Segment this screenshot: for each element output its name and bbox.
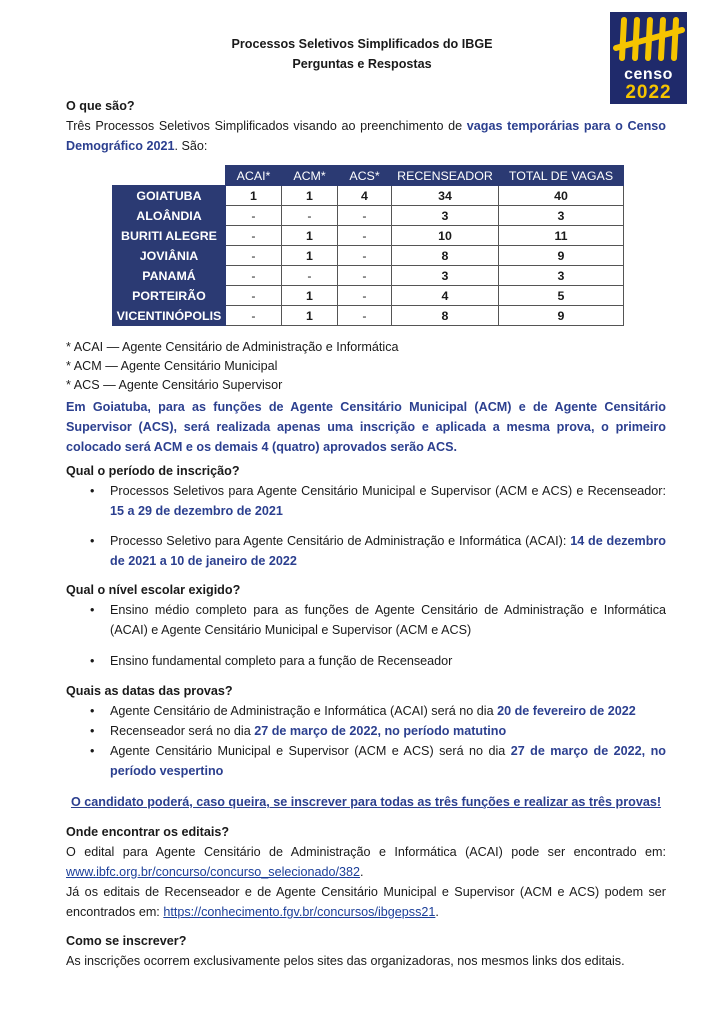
table-header-cell: ACS* xyxy=(338,166,392,186)
bullet-icon: • xyxy=(90,704,95,718)
table-cell: 5 xyxy=(499,286,624,306)
table-cell: 4 xyxy=(392,286,499,306)
table-header-cell: ACM* xyxy=(282,166,338,186)
city-cell: JOVIÂNIA xyxy=(113,246,226,266)
section-heading-nivel-escolar: Qual o nível escolar exigido? xyxy=(66,583,241,597)
list-item xyxy=(90,531,666,571)
table-header-cell: RECENSEADOR xyxy=(392,166,499,186)
table-cell: 40 xyxy=(499,186,624,206)
table-header-empty xyxy=(113,166,226,186)
list-item-text: Ensino médio completo para as funções de Agente Censitário de Administração e Informática (ACAI) e Agente Censitário Municipal e Supervisor (ACM e ACS) xyxy=(110,603,666,637)
list-item-highlight: 14 de dezembro de 2021 a 10 de janeiro de 2022 xyxy=(110,534,666,568)
bullet-icon: • xyxy=(90,534,95,548)
list-item xyxy=(90,600,666,640)
list-item-text: Ensino fundamental completo para a função de Recenseador xyxy=(110,654,453,668)
table-cell: - xyxy=(226,306,282,326)
list-item-highlight: 27 de março de 2022, no período vespertino xyxy=(110,744,666,778)
table-cell: 8 xyxy=(392,306,499,326)
censo-2022-logo xyxy=(610,12,687,104)
table-cell: - xyxy=(338,206,392,226)
city-cell: GOIATUBA xyxy=(113,186,226,206)
city-cell: VICENTINÓPOLIS xyxy=(113,306,226,326)
section-heading-periodo: Qual o período de inscrição? xyxy=(66,464,240,478)
intro-highlight: vagas temporárias para o Censo Demográfico 2021 xyxy=(66,119,666,153)
section-heading-editais: Onde encontrar os editais? xyxy=(66,825,230,839)
ibfc-link[interactable]: www.ibfc.org.br/concurso/concurso_selecionado/382 xyxy=(66,865,361,879)
list-item-text: Agente Censitário de Administração e Informática (ACAI) será no dia xyxy=(110,704,498,718)
table-row xyxy=(113,286,624,306)
goiatuba-note: Em Goiatuba, para as funções de Agente Censitário Municipal (ACM) e de Agente Censitário Supervisor (ACS), será realizada apenas uma inscrição e aplicada a mesma prova, o primeiro colocado será ACM e os demais 4 (quatro) aprovados serão ACS. xyxy=(66,400,666,454)
list-item xyxy=(90,701,666,721)
table-cell: 4 xyxy=(338,186,392,206)
bullet-icon: • xyxy=(90,724,95,738)
table-cell: - xyxy=(282,206,338,226)
bullet-icon: • xyxy=(90,744,95,758)
intro-paragraph xyxy=(66,116,666,156)
list-item-text: Recenseador será no dia xyxy=(110,724,255,738)
table-cell: - xyxy=(338,266,392,286)
table-cell: 1 xyxy=(282,286,338,306)
table-row xyxy=(113,306,624,326)
list-item-highlight: 20 de fevereiro de 2022 xyxy=(497,704,636,718)
editais-paragraph-1 xyxy=(66,842,666,882)
editais-end-1: . xyxy=(360,865,364,879)
list-item xyxy=(90,651,666,671)
intro-text: Três Processos Seletivos Simplificados visando ao preenchimento de xyxy=(66,119,467,133)
logo-year: 2022 xyxy=(625,82,672,103)
list-item xyxy=(90,481,666,521)
city-cell: PORTEIRÃO xyxy=(113,286,226,306)
table-cell: 11 xyxy=(499,226,624,246)
table-cell: 9 xyxy=(499,246,624,266)
table-cell: - xyxy=(338,286,392,306)
table-cell: - xyxy=(338,306,392,326)
note-acm: * ACM — Agente Censitário Municipal xyxy=(66,359,278,373)
bullet-icon: • xyxy=(90,603,95,617)
list-item-text: Processos Seletivos para Agente Censitário Municipal e Supervisor (ACM e ACS) e Recenseador: xyxy=(110,484,666,498)
vacancies-table xyxy=(112,165,624,326)
table-cell: - xyxy=(226,266,282,286)
editais-text-1: O edital para Agente Censitário de Administração e Informática (ACAI) pode ser encontrado em: xyxy=(66,845,666,859)
table-cell: - xyxy=(282,266,338,286)
all-three-notice: O candidato poderá, caso queira, se inscrever para todas as três funções e realizar as três provas! xyxy=(70,795,662,809)
table-cell: 1 xyxy=(282,246,338,266)
table-header-cell: ACAI* xyxy=(226,166,282,186)
table-row xyxy=(113,206,624,226)
table-header-cell: TOTAL DE VAGAS xyxy=(499,166,624,186)
table-row xyxy=(113,266,624,286)
table-cell: 1 xyxy=(282,226,338,246)
list-item-text: Processo Seletivo para Agente Censitário de Administração e Informática (ACAI): xyxy=(110,534,571,548)
table-row xyxy=(113,246,624,266)
city-cell: ALOÂNDIA xyxy=(113,206,226,226)
list-item-highlight: 27 de março de 2022, no período matutino xyxy=(254,724,507,738)
editais-paragraph-2 xyxy=(66,882,666,922)
section-heading-datas-provas: Quais as datas das provas? xyxy=(66,684,233,698)
table-cell: 1 xyxy=(226,186,282,206)
editais-text-2: Já os editais de Recenseador e de Agente Censitário Municipal e Supervisor (ACM e ACS) podem ser encontrados em: xyxy=(66,885,666,919)
table-cell: - xyxy=(338,226,392,246)
list-item xyxy=(90,721,666,741)
table-cell: - xyxy=(226,286,282,306)
table-cell: 3 xyxy=(499,266,624,286)
table-cell: 34 xyxy=(392,186,499,206)
section-heading-inscrever: Como se inscrever? xyxy=(66,934,187,948)
bullet-icon: • xyxy=(90,654,95,668)
logo-text: censo xyxy=(624,66,673,83)
table-cell: 8 xyxy=(392,246,499,266)
section-heading-o-que-sao: O que são? xyxy=(66,99,135,113)
document-subtitle: Perguntas e Respostas xyxy=(292,57,432,71)
list-item xyxy=(90,741,666,781)
table-header-row xyxy=(113,166,624,186)
note-acai: * ACAI — Agente Censitário de Administração e Informática xyxy=(66,340,399,354)
table-cell: 1 xyxy=(282,306,338,326)
table-cell: - xyxy=(338,246,392,266)
document-title: Processos Seletivos Simplificados do IBGE xyxy=(231,37,493,51)
city-cell: PANAMÁ xyxy=(113,266,226,286)
table-cell: 3 xyxy=(499,206,624,226)
table-cell: - xyxy=(226,246,282,266)
table-cell: 3 xyxy=(392,266,499,286)
table-row xyxy=(113,226,624,246)
fgv-link[interactable]: https://conhecimento.fgv.br/concursos/ibgepss21 xyxy=(163,905,436,919)
table-cell: - xyxy=(226,226,282,246)
table-cell: 1 xyxy=(282,186,338,206)
inscrever-paragraph: As inscrições ocorrem exclusivamente pelos sites das organizadoras, nos mesmos links dos editais. xyxy=(66,954,625,968)
table-cell: 10 xyxy=(392,226,499,246)
bullet-icon: • xyxy=(90,484,95,498)
table-cell: 3 xyxy=(392,206,499,226)
table-cell: 9 xyxy=(499,306,624,326)
list-item-highlight: 15 a 29 de dezembro de 2021 xyxy=(110,504,283,518)
abbreviation-notes xyxy=(66,338,666,395)
intro-end: . São: xyxy=(174,139,208,153)
table-cell: - xyxy=(226,206,282,226)
table-row xyxy=(113,186,624,206)
note-acs: * ACS — Agente Censitário Supervisor xyxy=(66,378,283,392)
city-cell: BURITI ALEGRE xyxy=(113,226,226,246)
editais-end-2: . xyxy=(435,905,439,919)
list-item-text: Agente Censitário Municipal e Supervisor (ACM e ACS) será no dia xyxy=(110,744,511,758)
